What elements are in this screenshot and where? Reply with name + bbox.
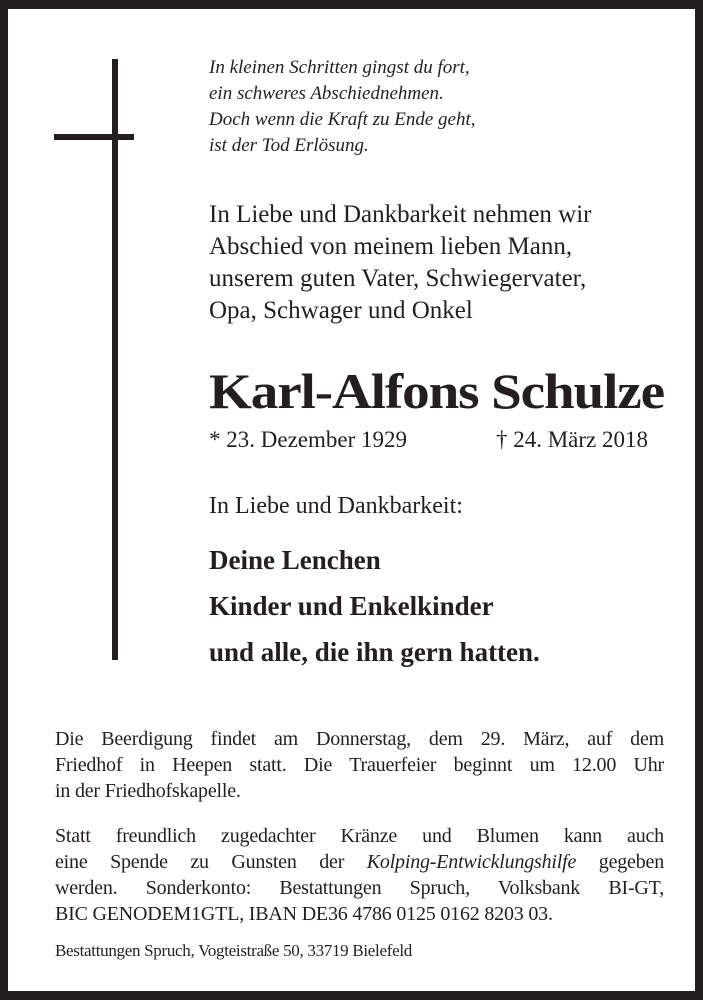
donation-info xyxy=(55,823,664,927)
intro-line: Abschied von meinem lieben Mann, xyxy=(209,233,573,260)
mourner-line: und alle, die ihn gern hatten. xyxy=(209,637,540,667)
donation-line xyxy=(55,849,664,875)
death-date: † 24. März 2018 xyxy=(495,427,648,452)
poem xyxy=(209,55,476,159)
funeral-line: in der Friedhofskapelle. xyxy=(55,780,241,802)
funeral-line: Die Beerdigung findet am Donnerstag, dem 29. März, auf dem xyxy=(55,728,664,750)
obituary-notice xyxy=(8,9,695,991)
cross-icon xyxy=(112,59,118,660)
charity-name: Kolping-Entwicklungshilfe xyxy=(366,851,577,873)
mourners xyxy=(209,537,540,675)
donation-text: gegeben xyxy=(576,851,664,873)
poem-line: ist der Tod Erlösung. xyxy=(209,135,369,156)
mourner-line: Kinder und Enkelkinder xyxy=(209,591,494,621)
mourner-line: Deine Lenchen xyxy=(209,545,381,575)
birth-date: * 23. Dezember 1929 xyxy=(209,427,407,452)
intro-line: Opa, Schwager und Onkel xyxy=(209,297,473,324)
poem-line: ein schweres Abschiednehmen. xyxy=(209,83,444,104)
poem-line: Doch wenn die Kraft zu Ende geht, xyxy=(209,109,476,130)
intro-text xyxy=(209,199,592,327)
donation-text: eine Spende zu Gunsten der xyxy=(55,851,367,873)
donation-line: werden. Sonderkonto: Bestattungen Spruch, Volksbank BI-GT, xyxy=(55,877,664,899)
donation-line: BIC GENODEM1GTL, IBAN DE36 4786 0125 0162 8203 03. xyxy=(55,903,553,925)
intro-line: In Liebe und Dankbarkeit nehmen wir xyxy=(209,201,592,228)
intro-line: unserem guten Vater, Schwiegervater, xyxy=(209,265,587,292)
thanks-heading: In Liebe und Dankbarkeit: xyxy=(209,493,463,519)
poem-line: In kleinen Schritten gingst du fort, xyxy=(209,57,470,78)
deceased-name: Karl-Alfons Schulze xyxy=(209,363,664,419)
donation-line: Statt freundlich zugedachter Kränze und Blumen kann auch xyxy=(55,825,664,847)
cross-icon-bar xyxy=(54,134,134,140)
funeral-info xyxy=(55,726,664,804)
funeral-home-address: Bestattungen Spruch, Vogteistraße 50, 33719 Bielefeld xyxy=(55,941,412,960)
funeral-line: Friedhof in Heepen statt. Die Trauerfeier beginnt um 12.00 Uhr xyxy=(55,754,664,776)
